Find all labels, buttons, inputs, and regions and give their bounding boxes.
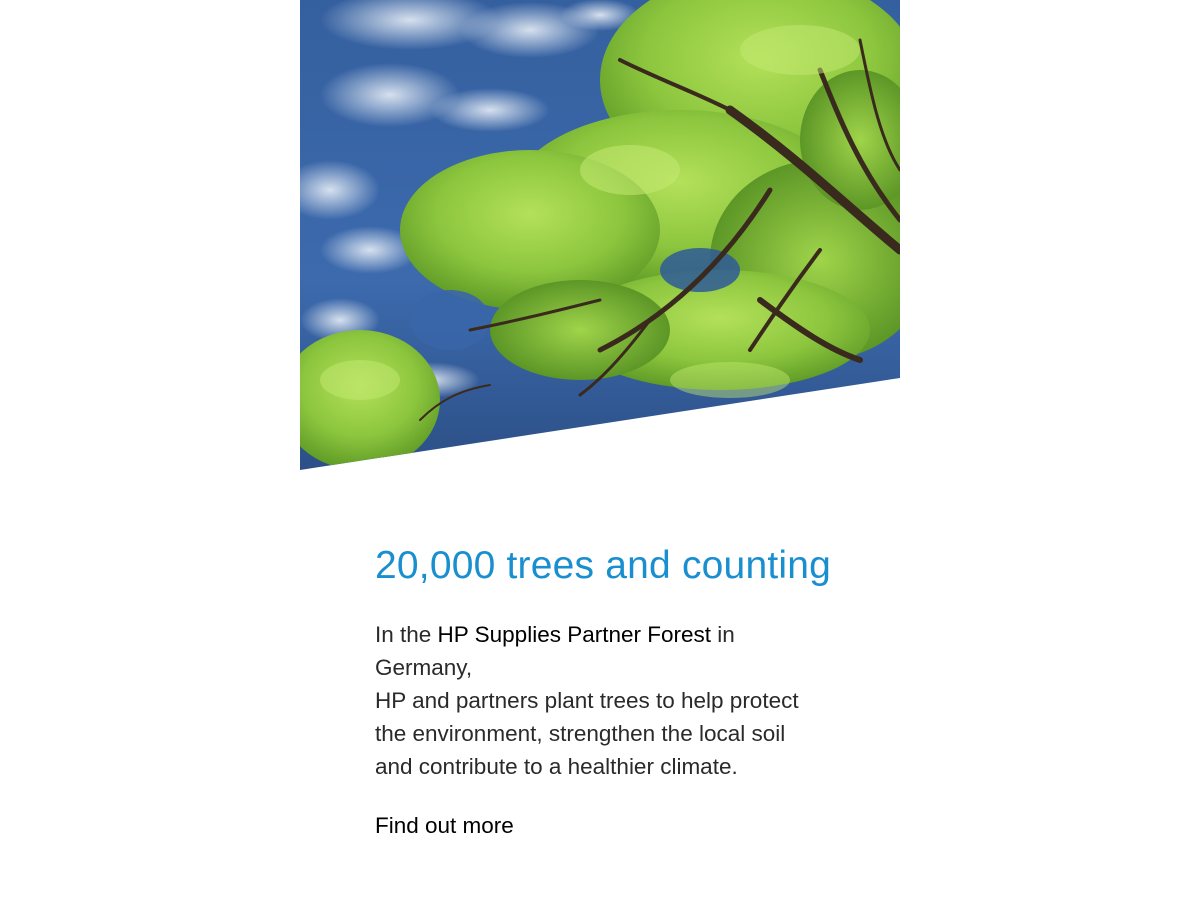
body-prefix: In the	[375, 622, 438, 647]
forest-highlight: HP Supplies Partner Forest	[437, 622, 712, 647]
tree-canopy-photo	[300, 0, 900, 470]
body-line1-suffix: in Germany,	[375, 622, 735, 680]
find-out-more-link[interactable]: Find out more	[375, 813, 514, 838]
headline: 20,000 trees and counting	[375, 544, 832, 587]
body-line-2: HP and partners plant trees to help protect	[375, 688, 799, 713]
article-content	[375, 540, 835, 841]
body-line-3: the environment, strengthen the local soil	[375, 721, 786, 746]
hero-image	[300, 0, 900, 470]
body-line-4: and contribute to a healthier climate.	[375, 754, 738, 779]
body-paragraph	[375, 618, 835, 783]
